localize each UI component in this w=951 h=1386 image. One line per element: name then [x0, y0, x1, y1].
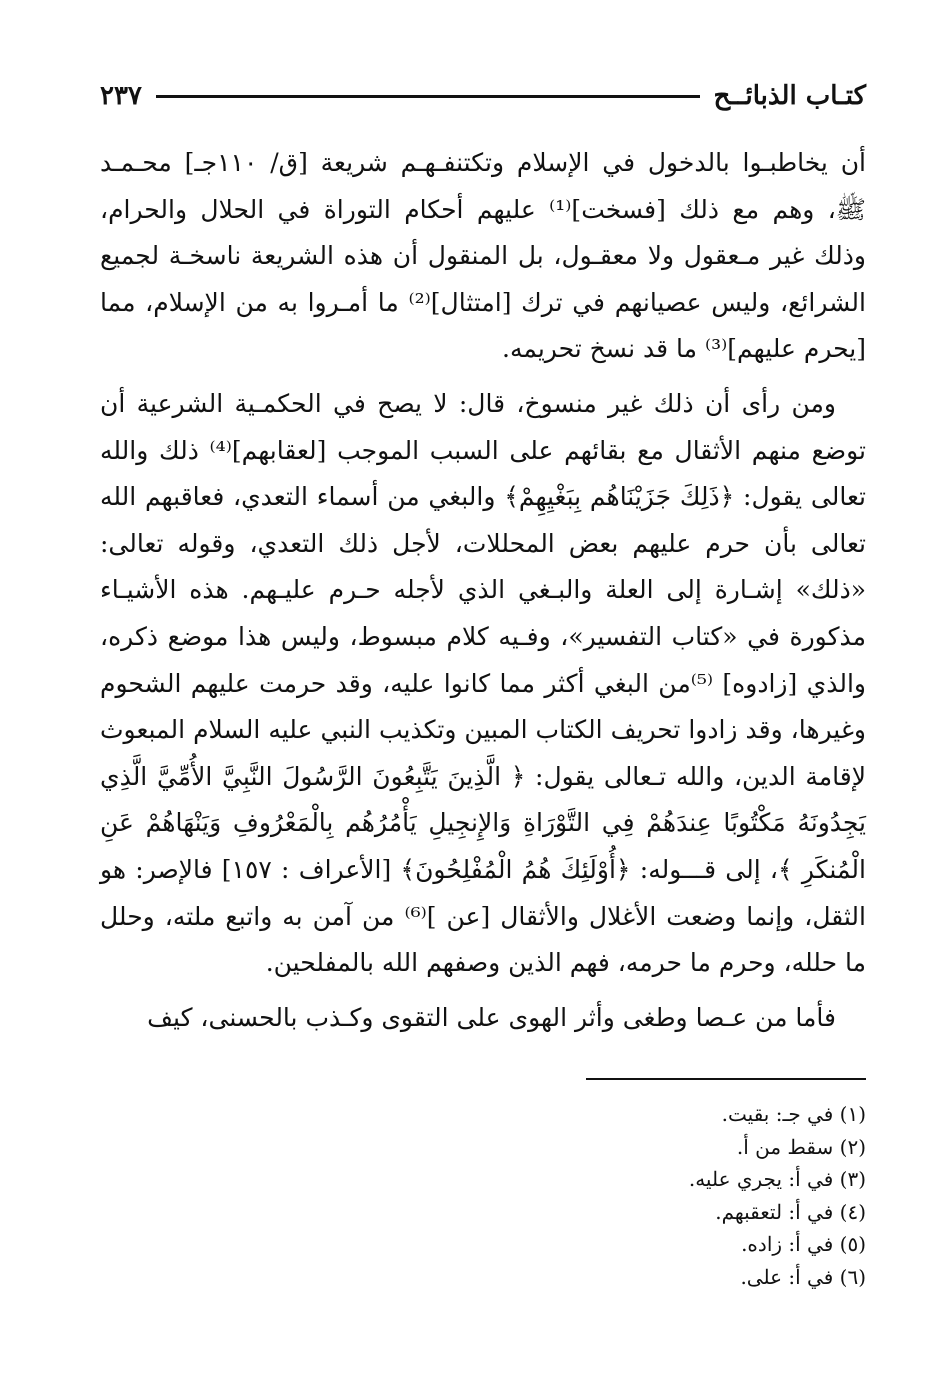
page [100, 78, 867, 1289]
body-text [100, 140, 866, 1041]
footnote: (١) في جـ: بقيت. [721, 1102, 866, 1126]
footnote: (٦) في أ: على. [740, 1264, 866, 1289]
page-header [100, 78, 866, 114]
paragraph: فأما من عـصا وطغى وأثر الهوى على التقوى وكـذب بالحسنى، كيف [147, 1002, 836, 1032]
footnote: (٤) في أ: لتعقبهم. [715, 1199, 866, 1224]
chapter-title: كتـاب الذبائــح [713, 81, 866, 111]
paragraph: أن يخاطبـوا بالدخول في الإسلام وتكتنفـهـم شريعة [ق/ ١١٠جـ] محـمـد ﷺ، وهم مع ذلك [فسخت]⁽¹⁾ عليهم أحكام التوراة في الحلال والحرام، وذلك غير مـعقول ولا معقـول، بل المنقول أن هذه الشريعة ناسخـة لجميع الشرائع، وليس عصيانهم في ترك [امتثال]⁽²⁾ ما أمـروا به من الإسلام، مما [يحرم عليهم]⁽³⁾ ما قد نسخ تحريمه. [100, 148, 866, 364]
footnote: (٥) في أ: زاده. [741, 1232, 866, 1257]
header-rule [156, 95, 700, 98]
page-number: ٢٣٧ [100, 81, 142, 111]
footnote-divider [586, 1078, 866, 1080]
footnotes [100, 1098, 866, 1294]
paragraph: ومن رأى أن ذلك غير منسوخ، قال: لا يصح في الحكمـية الشرعية أن توضع منهم الأثقال مع بقائهم على السبب الموجب [لعقابهم]⁽⁴⁾ ذلك والله تعالى يقول: ﴿ذَلِكَ جَزَيْنَاهُم بِبَغْيِهِمْ﴾ والبغي من أسماء التعدي، فعاقبهم الله تعالى بأن حرم عليهم بعض المحللات، لأجل ذلك التعدي، وقوله تعالى: «ذلك» إشـارة إلى العلة والبـغي الذي لأجله حـرم عليـهم. هذه الأشيـاء مذكورة في «كتاب التفسير»، وفـيه كلام مبسوط، وليس هذا موضع ذكره، والذي [زادوه] ⁽⁵⁾من البغي أكثر مما كانوا عليه، وقد حرمت عليهم الشحوم وغيرها، وقد زادوا تحريف الكتاب المبين وتكذيب النبي عليه السلام المبعوث لإقامة الدين، والله تـعالى يقول: ﴿ الَّذِينَ يَتَّبِعُونَ الرَّسُولَ النَّبِيَّ الأُمِّيَّ الَّذِي يَجِدُونَهُ مَكْتُوبًا عِندَهُمْ فِي التَّوْرَاةِ وَالإِنجِيلِ يَأْمُرُهُم بِالْمَعْرُوفِ وَيَنْهَاهُمْ عَنِ الْمُنكَرِ ﴾، إلى قـــوله: ﴿أُوْلَئِكَ هُمُ الْمُفْلِحُونَ﴾ [الأعراف : ١٥٧] فالإصر: هو الثقل، وإنما وضعت الأغلال والأثقال [عن ]⁽⁶⁾ من آمن به واتبع ملته، وحلل ما حلله، وحرم ما حرمه، فهم الذين وصفهم الله بالمفلحين. [100, 388, 867, 978]
footnote: (٣) في أ: يجري عليه. [688, 1167, 866, 1192]
footnote: (٢) سقط من أ. [736, 1134, 866, 1159]
